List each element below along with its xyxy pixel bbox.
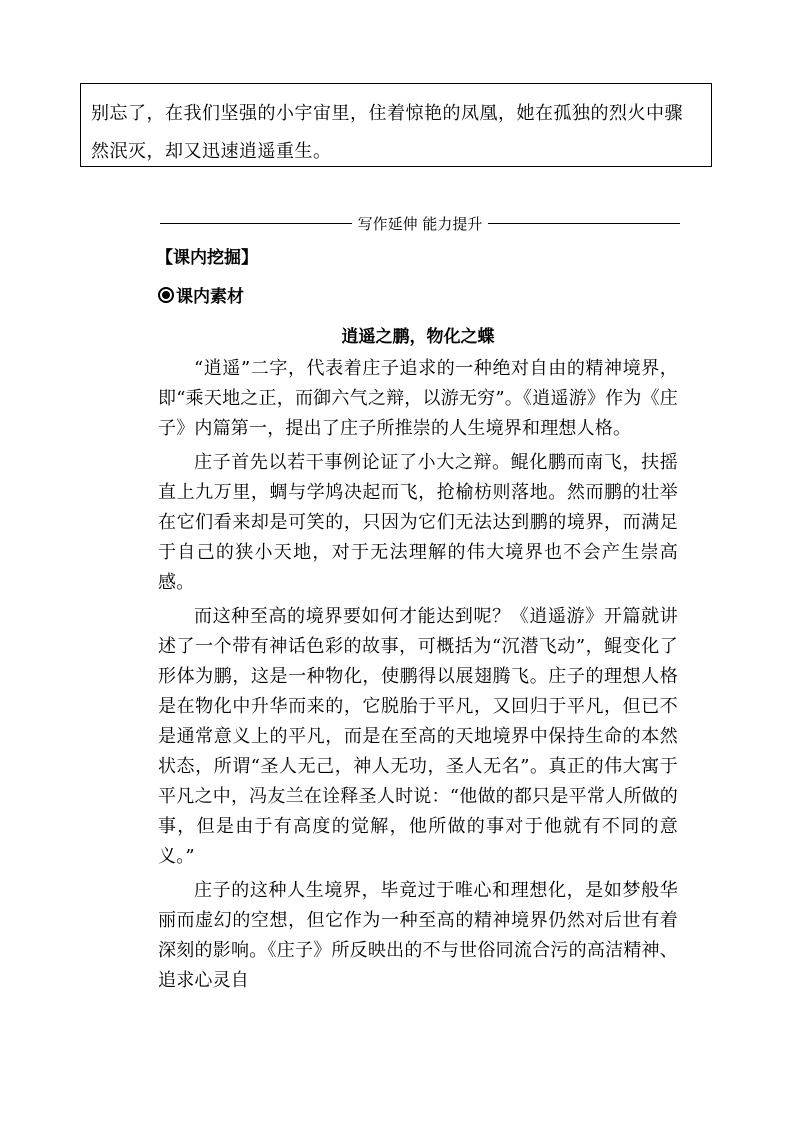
section-heading: 【课内挖掘】 bbox=[156, 248, 258, 268]
article-title: 逍遥之鹏，物化之蝶 bbox=[341, 327, 495, 347]
paragraph: 庄子首先以若干事例论证了小大之辩。鲲化鹏而南飞，扶摇直上九万里，蜩与学鸠决起而飞，抢榆枋则落地。然而鹏的壮举在它们看来却是可笑的，只因为它们无法达到鹏的境界，而满足于自己的狭小天地，对于无法理解的伟大境界也不会产生崇高感。 bbox=[158, 452, 678, 593]
divider-rule-right bbox=[488, 223, 680, 224]
divider-rule-left bbox=[160, 223, 352, 224]
paragraph: “逍遥”二字，代表着庄子追求的一种绝对自由的精神境界，即“乘天地之正，而御六气之辩，以游无穷”。《逍遥游》作为《庄子》内篇第一，提出了庄子所推崇的人生境界和理想人格。 bbox=[158, 358, 678, 439]
quote-box bbox=[80, 83, 712, 167]
divider-label: 写作延伸 能力提升 bbox=[357, 214, 483, 233]
paragraph: 庄子的这种人生境界，毕竟过于唯心和理想化，是如梦般华丽而虚幻的空想，但它作为一种至高的精神境界仍然对后世有着深刻的影响。《庄子》所反映出的不与世俗同流合污的高洁精神、追求心灵自 bbox=[158, 880, 678, 991]
bullet-circle-icon bbox=[158, 287, 174, 303]
section-divider bbox=[160, 211, 680, 235]
sub-heading bbox=[158, 282, 244, 307]
paragraph: 而这种至高的境界要如何才能达到呢？《逍遥游》开篇就讲述了一个带有神话色彩的故事，可概括为“沉潜飞动”，鲲变化了形体为鹏，这是一种物化，使鹏得以展翅腾飞。庄子的理想人格是在物化中升华而来的，它脱胎于平凡，又回归于平凡，但已不是通常意义上的平凡，而是在至高的天地境界中保持生命的本然状态，所谓“圣人无己，神人无功，圣人无名”。真正的伟大寓于平凡之中，冯友兰在诠释圣人时说：“他做的都只是平常人所做的事，但是由于有高度的觉解，他所做的事对于他就有不同的意义。” bbox=[158, 606, 678, 867]
sub-heading-label: 课内素材 bbox=[176, 287, 244, 307]
article-body bbox=[158, 354, 678, 1000]
quote-text: 别忘了，在我们坚强的小宇宙里，住着惊艳的凤凰，她在孤独的烈火中骤然泯灭，却又迅速逍遥重生。 bbox=[91, 103, 683, 162]
